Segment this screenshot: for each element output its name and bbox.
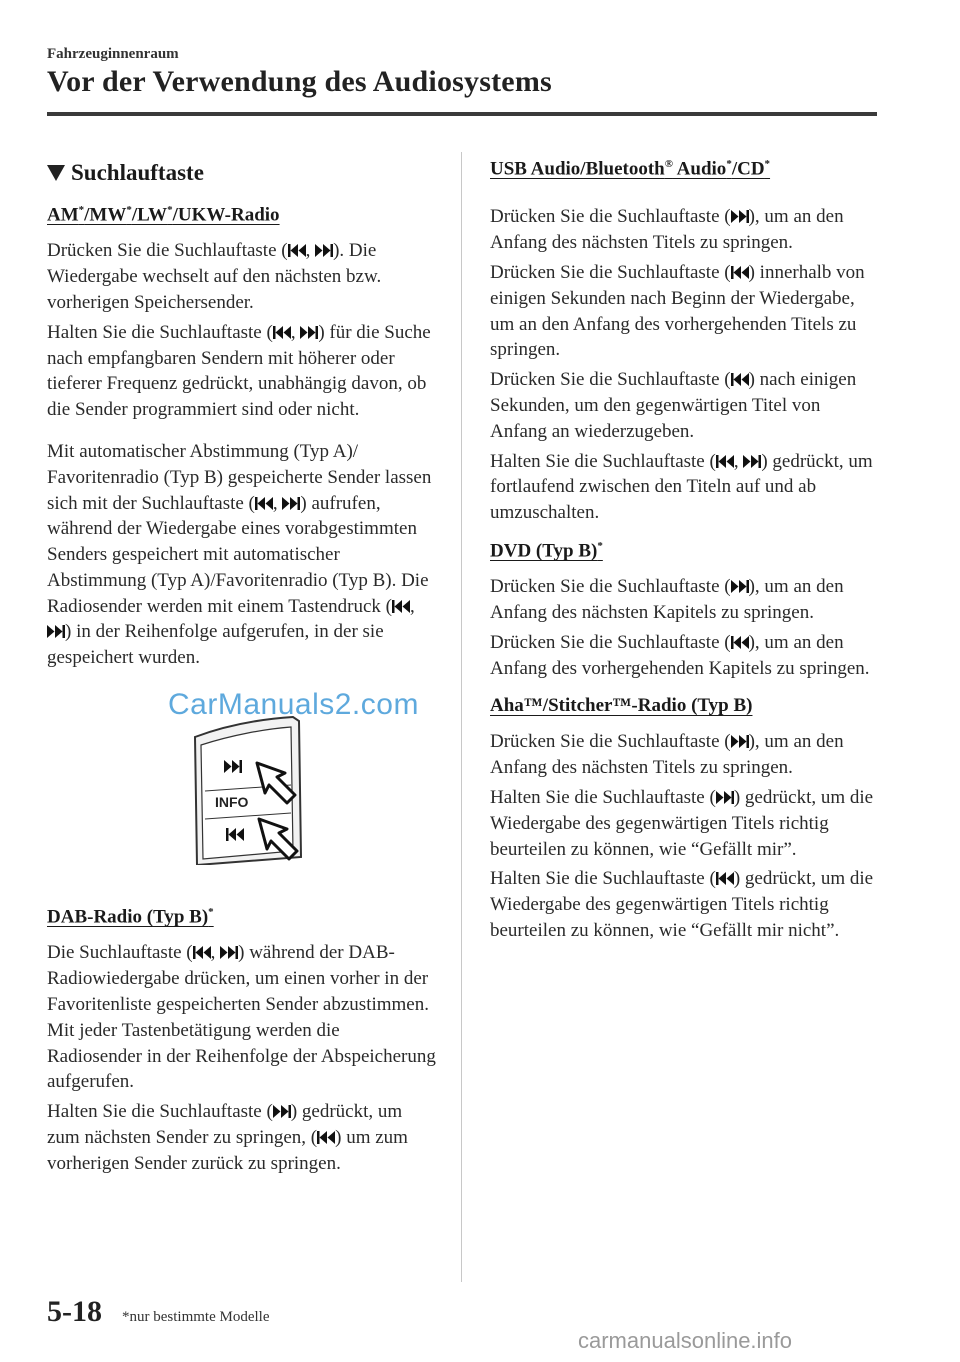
seek-forward-icon xyxy=(743,454,761,469)
aha-paragraph-2 xyxy=(490,785,880,862)
dab-p1-b: ) während der DAB-Radiowiedergabe drücken, um einen vorher in der Favoritenliste gespeicherten Sender abzustimmen. Mit jeder Tastenbetätigung werden die Radiosender in der Reihenfolge der Abspeicherung aufgerufen. xyxy=(47,942,436,1093)
illustration-info-label: INFO xyxy=(215,794,249,811)
seek-forward-icon xyxy=(731,209,749,224)
aha-p3-a: Halten Sie die Suchlauftaste ( xyxy=(490,868,716,890)
usb-heading-b: Audio xyxy=(672,158,727,180)
seek-buttons-illustration xyxy=(187,715,307,865)
seek-forward-icon xyxy=(731,579,749,594)
am-p2-a: Halten Sie die Suchlauftaste ( xyxy=(47,321,273,343)
seek-back-icon xyxy=(255,496,273,511)
am-heading-d: /UKW-Radio xyxy=(172,204,280,226)
comma: , xyxy=(272,492,283,514)
section-heading-text: Suchlauftaste xyxy=(71,160,204,185)
seek-forward-icon xyxy=(315,243,333,258)
dab-p2-b: ) gedrückt, um zum nächsten Sender zu springen, ( xyxy=(47,1101,403,1148)
seek-back-icon xyxy=(288,243,306,258)
usb-asterisk-2: * xyxy=(764,158,771,170)
aha-heading xyxy=(490,695,880,717)
triangle-down-icon xyxy=(47,165,65,181)
watermark: CarManuals2.com xyxy=(168,688,419,721)
am-asterisk-3: * xyxy=(167,204,173,216)
am-asterisk-2: * xyxy=(126,204,132,216)
seek-back-icon xyxy=(716,871,734,886)
am-p1-c: Die Wiedergabe wechselt auf den nächsten bzw. vorherigen Speichersender. xyxy=(47,240,382,313)
aha-p2-a: Halten Sie die Suchlauftaste ( xyxy=(490,787,716,808)
usb-p1-b: ), um an den Anfang des nächsten Titels zu springen. xyxy=(490,206,844,254)
dvd-paragraph-1 xyxy=(490,574,880,626)
am-p1-a: Drücken Sie die Suchlauftaste ( xyxy=(47,240,288,262)
right-column xyxy=(490,152,880,948)
usb-heading-a: USB Audio/Bluetooth xyxy=(490,158,665,180)
dab-paragraph-1 xyxy=(47,940,437,1095)
dvd-p1-b: ), um an den Anfang des nächsten Kapitels zu springen. xyxy=(490,576,844,624)
seek-forward-icon xyxy=(731,734,749,749)
seek-back-icon xyxy=(731,635,749,650)
am-p3-b: ) aufrufen, während der Wiedergabe eines vorabgestimmten Senders gespeichert mit automatischer Abstimmung (Typ A)/Favoritenradio (Typ B). Die Radiosender werden mit einem Tastendruck ( xyxy=(47,492,429,617)
dvd-p1-a: Drücken Sie die Suchlauftaste ( xyxy=(490,576,731,598)
comma: , xyxy=(210,942,221,964)
seek-forward-icon xyxy=(300,325,318,340)
page-number: 5-18 xyxy=(47,1295,102,1328)
am-heading-c: /LW xyxy=(131,204,168,226)
aha-heading-text: Aha™/Stitcher™-Radio (Typ B) xyxy=(490,695,753,717)
footnote: *nur bestimmte Modelle xyxy=(122,1309,270,1325)
am-p1-b: ). xyxy=(333,240,345,262)
usb-p2-a: Drücken Sie die Suchlauftaste ( xyxy=(490,261,731,283)
dab-p1-a: Die Suchlauftaste ( xyxy=(47,942,193,964)
seek-back-icon xyxy=(731,372,749,387)
dvd-heading xyxy=(490,540,880,562)
usb-p2-b: ) innerhalb von einigen Sekunden nach Beginn der Wiedergabe, um an den Anfang des vorhergehenden Titels zu springen. xyxy=(490,261,865,361)
usb-p3-a: Drücken Sie die Suchlauftaste ( xyxy=(490,369,731,391)
section-label: Fahrzeuginnenraum xyxy=(47,46,179,62)
seek-back-icon xyxy=(193,945,211,960)
am-heading-a: AM xyxy=(47,204,79,226)
usb-paragraph-4 xyxy=(490,449,880,526)
seek-back-icon xyxy=(273,325,291,340)
am-paragraph-1 xyxy=(47,238,437,315)
seek-back-icon xyxy=(731,265,749,280)
dvd-heading-text: DVD (Typ B) xyxy=(490,540,598,562)
comma: , xyxy=(290,321,301,343)
site-watermark: carmanualsonline.info xyxy=(578,1328,793,1353)
aha-paragraph-1 xyxy=(490,729,880,781)
usb-p1-a: Drücken Sie die Suchlauftaste ( xyxy=(490,206,731,228)
usb-paragraph-2 xyxy=(490,260,880,363)
am-heading-b: /MW xyxy=(84,204,127,226)
page-header xyxy=(47,46,877,99)
am-paragraph-2 xyxy=(47,320,437,423)
aha-p1-a: Drücken Sie die Suchlauftaste ( xyxy=(490,731,731,753)
aha-p3-b: ) gedrückt, um die Wiedergabe des gegenwärtigen Titels richtig beurteilen zu können, wie “Gefällt mir nicht”. xyxy=(490,868,874,941)
comma: , xyxy=(305,240,316,262)
seek-back-icon xyxy=(317,1130,335,1145)
seek-back-icon xyxy=(392,599,410,614)
comma: , xyxy=(409,595,415,617)
page-title: Vor der Verwendung des Audiosystems xyxy=(47,65,552,98)
am-paragraph-3 xyxy=(47,439,437,671)
dvd-p2-b: ), um an den Anfang des vorhergehenden Kapitels zu springen. xyxy=(490,631,870,679)
am-p3-c: ) in der Reihenfolge aufgerufen, in der sie gespeichert wurden. xyxy=(47,621,384,669)
seek-forward-icon xyxy=(282,496,300,511)
usb-p4-a: Halten Sie die Suchlauftaste ( xyxy=(490,450,716,472)
seek-forward-icon xyxy=(273,1104,291,1119)
comma: , xyxy=(733,450,744,472)
dab-asterisk: * xyxy=(208,906,214,919)
usb-registered-mark: ® xyxy=(664,158,673,170)
section-heading xyxy=(47,160,437,186)
left-column xyxy=(47,152,437,1181)
am-heading xyxy=(47,204,437,226)
aha-paragraph-3 xyxy=(490,866,880,943)
usb-paragraph-1 xyxy=(490,204,880,256)
seek-forward-icon xyxy=(47,624,65,639)
dvd-paragraph-2 xyxy=(490,630,880,682)
usb-p4-b: ) gedrückt, um fortlaufend zwischen den Titeln auf und ab umzuschalten. xyxy=(490,450,873,524)
dab-p2-a: Halten Sie die Suchlauftaste ( xyxy=(47,1101,273,1123)
usb-asterisk-1: * xyxy=(726,158,732,170)
am-p2-b: ) für die Suche nach empfangbaren Sendern mit höherer oder tieferer Frequenz gedrückt, unabhängig davon, ob die Sender programmiert sind oder nicht. xyxy=(47,321,431,421)
header-rule xyxy=(47,112,877,116)
dvd-asterisk: * xyxy=(597,539,603,552)
aha-p2-b: ) gedrückt, um die Wiedergabe des gegenwärtigen Titels richtig beurteilen zu können, wie “Gefällt mir”. xyxy=(490,787,874,860)
seek-forward-icon xyxy=(716,790,734,805)
dvd-p2-a: Drücken Sie die Suchlauftaste ( xyxy=(490,631,731,653)
dab-heading-text: DAB-Radio (Typ B) xyxy=(47,906,209,928)
column-divider xyxy=(461,152,462,1282)
usb-paragraph-3 xyxy=(490,367,880,444)
usb-heading-c: /CD xyxy=(731,158,765,180)
page-footer xyxy=(47,1295,269,1329)
aha-p1-b: ), um an den Anfang des nächsten Titels zu springen. xyxy=(490,731,844,779)
am-asterisk-1: * xyxy=(78,204,85,216)
dab-paragraph-2 xyxy=(47,1099,437,1176)
usb-p3-b: ) nach einigen Sekunden, um den gegenwärtigen Titel von Anfang an wiederzugeben. xyxy=(490,369,857,442)
seek-back-icon xyxy=(716,454,734,469)
dab-p2-c: ) um zum vorherigen Sender zurück zu springen. xyxy=(47,1126,408,1174)
usb-heading xyxy=(490,158,880,180)
seek-forward-icon xyxy=(220,945,238,960)
dab-heading xyxy=(47,906,437,928)
am-p3-a: Mit automatischer Abstimmung (Typ A)/ Favoritenradio (Typ B) gespeicherte Sender lassen sich mit der Suchlauftaste ( xyxy=(47,440,432,514)
